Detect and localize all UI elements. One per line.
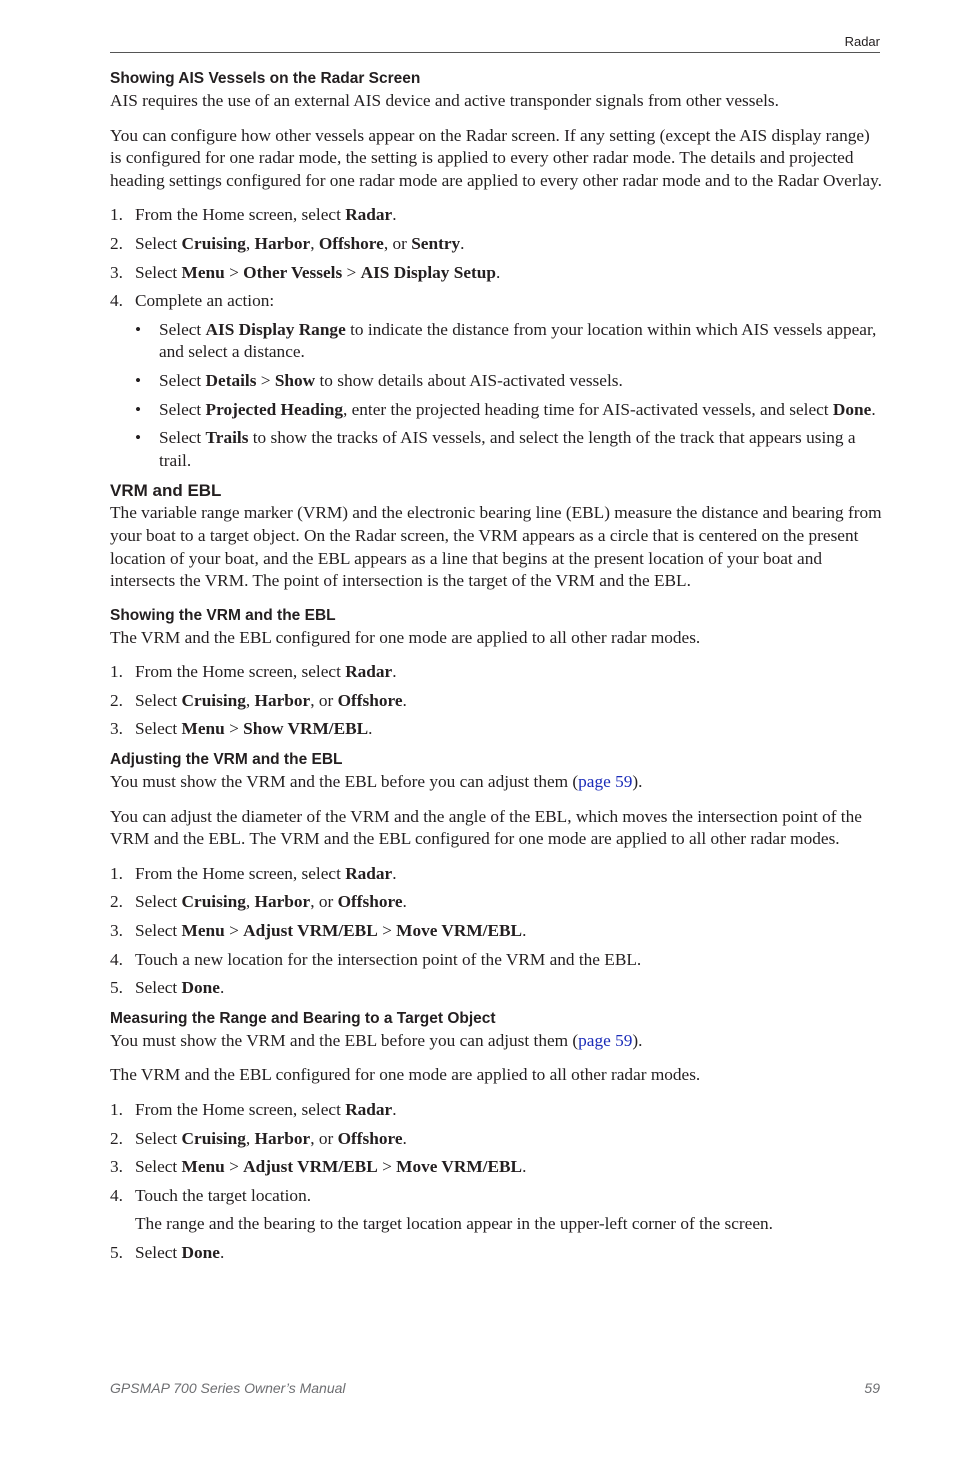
paragraph: You must show the VRM and the EBL before you can adjust them (page 59). [110,1030,643,1050]
manual-title: GPSMAP 700 Series Owner’s Manual [110,1380,346,1396]
heading-measuring-range: Measuring the Range and Bearing to a Target Object [110,1009,496,1027]
bullet-item: • Select Projected Heading, enter the projected heading time for AIS-activated vessels, and select Done. [135,399,876,419]
step-item: 3. Select Menu > Adjust VRM/EBL > Move VRM/EBL. [110,1157,527,1177]
paragraph: The VRM and the EBL configured for one mode are applied to all other radar modes. [110,1065,701,1085]
step-list [110,863,882,1000]
heading-adjusting-vrm: Adjusting the VRM and the EBL [110,751,343,769]
bullet-item: • Select Trails to show the tracks of AIS vessels, and select the length of the track that appears using a trail. [135,428,856,470]
step-item: 1. From the Home screen, select Radar. [110,1100,397,1119]
paragraph: The VRM and the EBL configured for one mode are applied to all other radar modes. [110,627,701,647]
paragraph: You can adjust the diameter of the VRM and the angle of the EBL, which moves the intersection point of the VRM and the EBL. The VRM and the EBL configured for one mode are applied to all other radar modes. [110,806,862,849]
bullet-item: • Select AIS Display Range to indicate the distance from your location within which AIS vessels appear, and select a distance. [135,319,877,362]
step-item: 2. Select Cruising, Harbor, or Offshore. [110,1128,407,1148]
step-note: The range and the bearing to the target location appear in the upper-left corner of the screen. [135,1214,773,1234]
page-number: 59 [864,1380,880,1396]
page-link[interactable]: page 59 [578,772,633,792]
step-item: 2. Select Cruising, Harbor, or Offshore. [110,690,407,710]
step-item: 1. From the Home screen, select Radar. [110,662,397,682]
heading-showing-ais: Showing AIS Vessels on the Radar Screen [110,70,421,87]
step-item: 1. From the Home screen, select Radar. [110,863,397,883]
step-item: 5. Select Done. [110,1242,225,1262]
step-list [110,661,882,741]
page-link[interactable]: page 59 [578,1030,633,1050]
step-item: 3. Select Menu > Show VRM/EBL. [110,719,373,739]
bullet-list [135,319,882,473]
paragraph: You can configure how other vessels appear on the Radar screen. If any setting (except the AIS display range) is configured for one radar mode, the setting is applied to every other radar mode. The details and projected heading settings configured for one radar mode are applied to every other radar mode and to the Radar Overlay. [110,125,882,190]
chapter-title: Radar [844,34,880,49]
page-content [110,68,882,1273]
step-item: 2. Select Cruising, Harbor, or Offshore. [110,892,407,912]
heading-vrm-ebl: VRM and EBL [110,481,222,501]
page-footer [110,1380,880,1396]
bullet-item: • Select Details > Show to show details about AIS-activated vessels. [135,370,623,390]
paragraph: You must show the VRM and the EBL before you can adjust them (page 59). [110,772,643,792]
running-header [110,34,880,53]
step-item: 5. Select Done. [110,978,225,998]
step-item: 2. Select Cruising, Harbor, Offshore, or Sentry. [110,233,465,253]
step-item: 4. Touch a new location for the intersection point of the VRM and the EBL. [110,949,642,969]
step-list [110,204,882,472]
step-item: 3. Select Menu > Other Vessels > AIS Display Setup. [110,262,501,282]
step-item: 4. Touch the target location. The range and the bearing to the target location appear in the upper-left corner of the screen. [110,1185,882,1236]
step-item: 4. Complete an action: • Select AIS Display Range to indicate the distance from your location within which AIS vessels appear, and select a distance. • Select Details > Show to show details about AIS-activated vessels. • Select Projected Heading, enter the projected heading time for AIS-activated vessels, and select Done. • Select Trails to show the tracks of AIS vessels, and select the length of the track that appears using a trail. [110,290,882,472]
paragraph: AIS requires the use of an external AIS device and active transponder signals from other vessels. [110,91,779,110]
heading-showing-vrm: Showing the VRM and the EBL [110,606,336,624]
paragraph: The variable range marker (VRM) and the electronic bearing line (EBL) measure the distance and bearing from your boat to a target object. On the Radar screen, the VRM appears as a circle that is centered on the present location of your boat, and the EBL appears as a line that begins at the present location of your boat and intersects the VRM. The point of intersection is the target of the VRM and the EBL. [110,503,882,591]
step-list [110,1099,882,1265]
step-item: 1. From the Home screen, select Radar. [110,205,397,225]
step-item: 3. Select Menu > Adjust VRM/EBL > Move VRM/EBL. [110,921,527,941]
